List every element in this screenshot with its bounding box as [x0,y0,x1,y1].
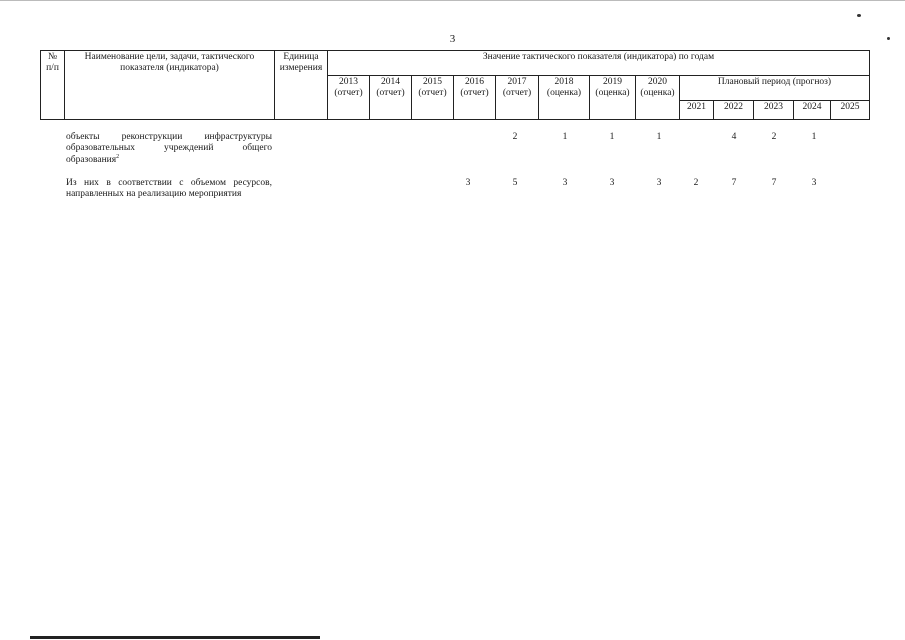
table-cell: 2 [693,178,699,188]
row-label: Из них в соответствии с объемом ресурсов, направленных на реализацию мероприятия [66,178,272,199]
header-plan-year: 2022 [714,101,754,120]
table-cell: 3 [465,178,471,188]
page-number: 3 [449,33,456,45]
row-label: объекты реконструкции инфраструктуры образовательных учреждений общего образования$^2$ [66,132,272,165]
table-cell: 1 [656,132,662,142]
table-cell: 7 [771,178,777,188]
table-cell: 7 [731,178,737,188]
header-values-group: Значение тактического показателя (индикатора) по годам [328,51,870,76]
scan-artifact-line [30,636,320,639]
header-year: 2019 (оценка) [590,76,636,120]
table-cell: 1 [562,132,568,142]
header-year: 2014 (отчет) [370,76,412,120]
table-cell: 2 [771,132,777,142]
header-num: № п/п [41,51,65,120]
header-year: 2016 (отчет) [454,76,496,120]
header-unit: Единица измерения [275,51,328,120]
header-plan-group: Плановый период (прогноз) [680,76,870,101]
header-row-1 [41,51,870,76]
table-cell: 1 [609,132,615,142]
footnote-mark: 2 [116,153,120,160]
table-cell: 5 [512,178,518,188]
table-row [0,178,905,206]
header-plan-year: 2025 [831,101,870,120]
table-cell: 3 [562,178,568,188]
header-year: 2020 (оценка) [636,76,680,120]
header-plan-year: 2021 [680,101,714,120]
header-name: Наименование цели, задачи, тактического показателя (индикатора) [65,51,275,120]
table-cell: 2 [512,132,518,142]
header-plan-year: 2023 [754,101,794,120]
table-cell: 4 [731,132,737,142]
header-year: 2017 (отчет) [496,76,539,120]
table-cell: 1 [811,132,817,142]
table-row [0,132,905,172]
scan-artifact-dot [857,14,861,17]
indicators-table [40,50,870,120]
header-year: 2018 (оценка) [539,76,590,120]
table-cell: 3 [609,178,615,188]
scan-artifact-line [0,0,905,1]
header-year: 2015 (отчет) [412,76,454,120]
header-year: 2013 (отчет) [328,76,370,120]
table-cell: 3 [656,178,662,188]
header-plan-year: 2024 [794,101,831,120]
table-cell: 3 [811,178,817,188]
